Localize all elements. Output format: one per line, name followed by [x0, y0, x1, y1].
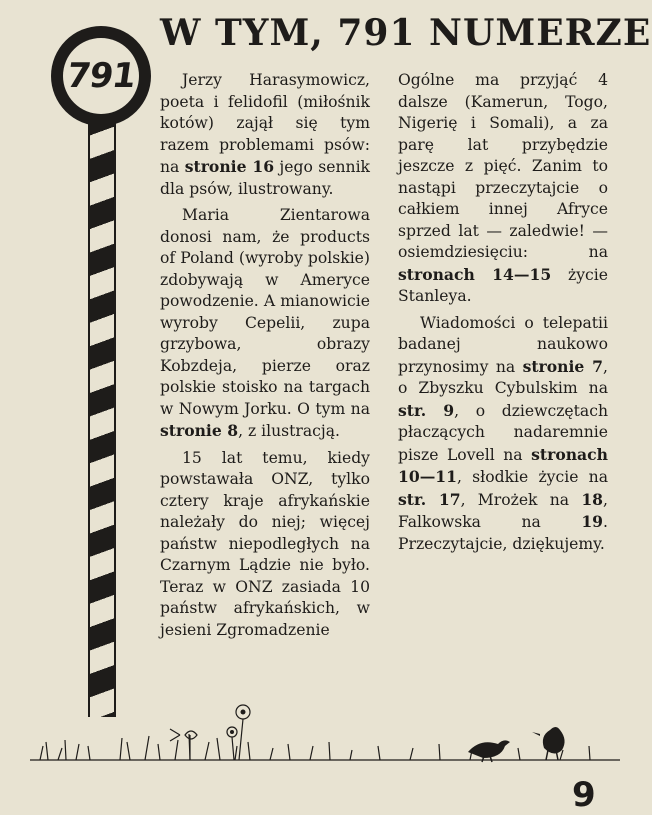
headline: W TYM, 791 NUMERZE: [160, 12, 652, 54]
grass-and-birds-illustration: [0, 690, 652, 799]
paragraph-harasymowicz: Jerzy Harasymowicz, poeta i felidofil (miłośnik kotów) zajął się tym razem problemami psów: na stronie 16 jego sennik dla psów, ilustrowany.: [160, 71, 370, 198]
paragraph-zientarowa: Maria Zientarowa donosi nam, że products of Poland (wyroby polskie) zdobywają w Ameryce powodzenie. A mianowicie wyroby Cepelii, zupa grzybowa, obrazy Kobzdeja, pierze oraz polskie stoisko na targach w Nowym Jorku. O tym na stronie 8, z ilustracją.: [160, 206, 370, 440]
issue-number: 791: [64, 56, 138, 96]
road-sign-face: [63, 38, 139, 114]
text-column-2: [398, 70, 608, 560]
page-number: 9: [572, 775, 596, 815]
paragraph-africa: Ogólne ma przyjąć 4 dalsze (Kamerun, Togo, Nigerię i Somali), a za parę lat przybędzie jeszcze z pięć. Zanim to nastąpi przeczytajcie o całkiem innej Afryce sprzed lat — zaledwie! — osiemdziesięciu: na stronach 14—15 życie Stanleya.: [398, 71, 609, 305]
paragraph-contents: Wiadomości o telepatii badanej naukowo przynosimy na stronie 7, o Zbyszku Cybulskim na str. 9, o dziewczętach płaczących nadaremnie pisze Lovell na stronach 10—11, słodkie życie na str. 17, Mrożek na 18, Falkowska na 19. Przeczytajcie, dziękujemy.: [398, 313, 609, 553]
striped-post-illustration: [88, 112, 116, 717]
paragraph-africa-start: 15 lat temu, kiedy powstawała ONZ, tylko cztery kraje afrykańskie należały do niej; więcej państw niepodległych na Czarnym Lądzie nie było. Teraz w ONZ zasiada 10 państw afrykańskich, w jesieni Zgromadzenie: [160, 448, 370, 639]
text-column-1: [160, 70, 370, 646]
